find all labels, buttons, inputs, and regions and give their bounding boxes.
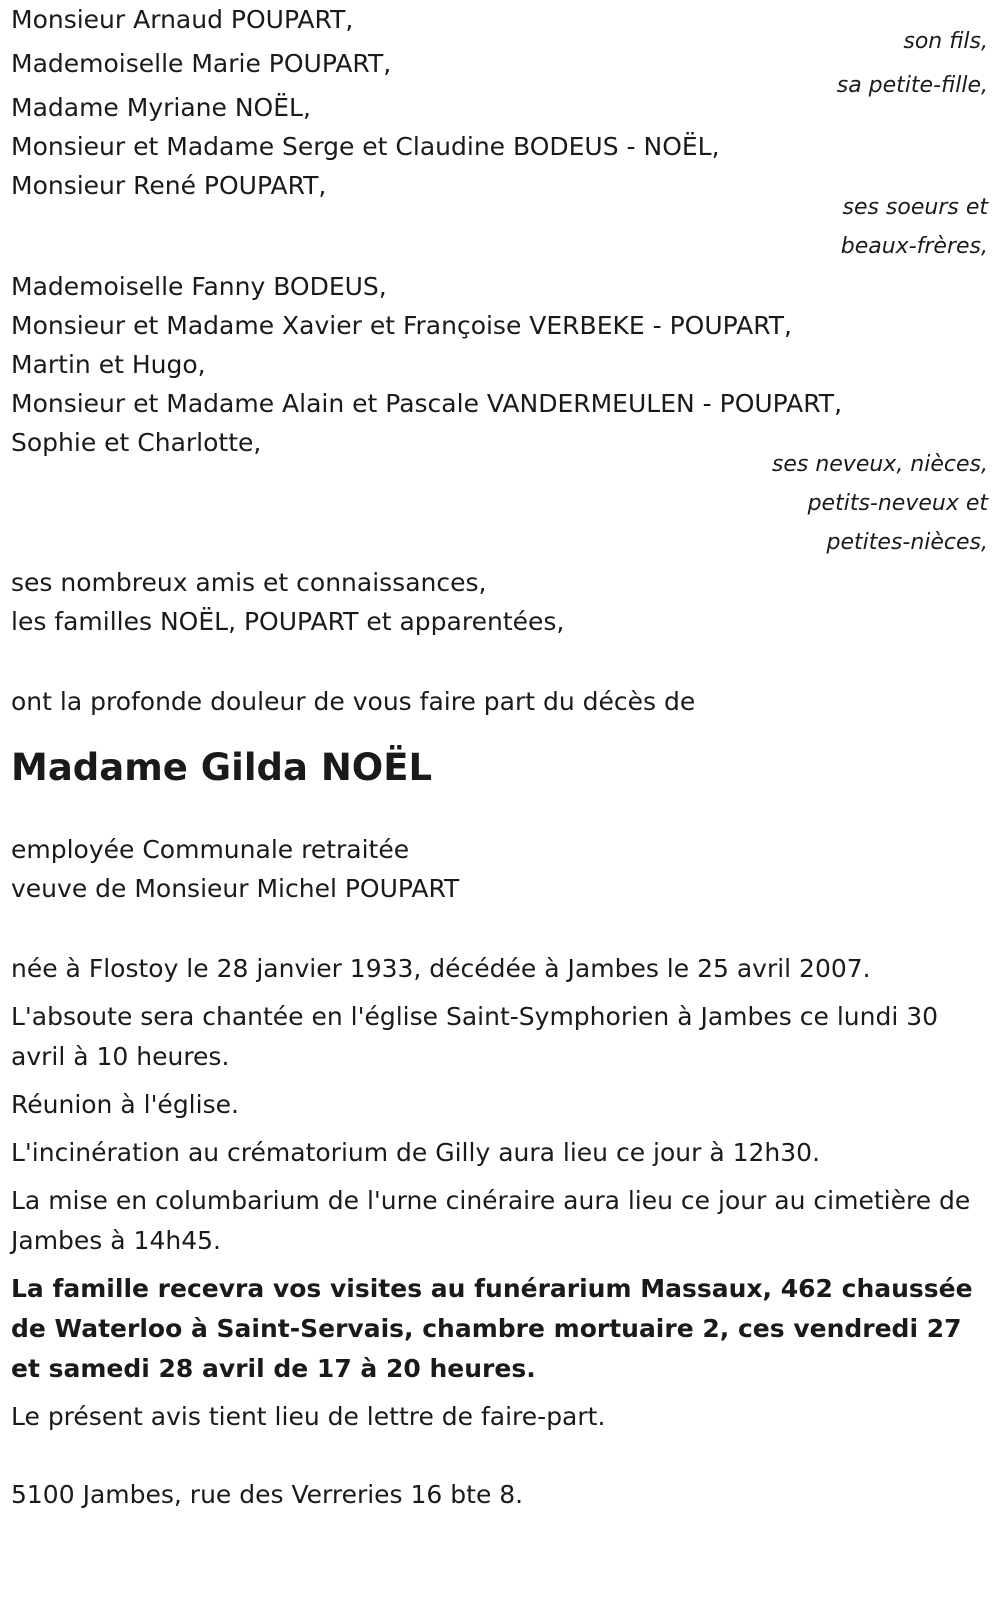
family-member: ses nombreux amis et connaissances, [11,568,487,597]
relation-label: ses neveux, nièces, [771,452,988,477]
family-member: Monsieur et Madame Alain et Pascale VANDERMEULEN - POUPART, [11,389,843,418]
deceased-name: Madame Gilda NOËL [11,746,433,789]
relation-label: son fils, [903,29,988,54]
spacer [11,642,988,682]
relation-label: petits-neveux et [807,491,988,516]
family-member: Mademoiselle Marie POUPART, [11,49,392,78]
notice-info: Le présent avis tient lieu de lettre de faire-part. [11,1402,606,1431]
family-member: Monsieur René POUPART, [11,171,327,200]
absolution-info: L'absoute sera chantée en l'église Saint-Symphorien à Jambes ce lundi 30 avril à 10 heures. [11,1002,939,1071]
family-member: Martin et Hugo, [11,350,206,379]
spacer [11,909,988,949]
meeting-info: Réunion à l'église. [11,1090,239,1119]
family-member: Monsieur Arnaud POUPART, [11,5,354,34]
relation-label: ses soeurs et [842,195,988,220]
family-member: Sophie et Charlotte, [11,428,262,457]
obituary-notice [11,0,988,1515]
columbarium-info: La mise en columbarium de l'urne cinéraire aura lieu ce jour au cimetière de Jambes à 14h45. [11,1186,971,1255]
visits-info: La famille recevra vos visites au funérarium Massaux, 462 chaussée de Waterloo à Saint-Servais, chambre mortuaire 2, ces vendredi 27 et samedi 28 avril de 17 à 20 heures. [11,1274,973,1383]
family-member: Monsieur et Madame Xavier et Françoise VERBEKE - POUPART, [11,311,793,340]
family-member: les familles NOËL, POUPART et apparentées, [11,607,565,636]
relation-label: beaux-frères, [840,234,988,259]
relation-label: petites-nièces, [826,530,988,555]
birth-death-dates: née à Flostoy le 28 janvier 1933, décédée à Jambes le 25 avril 2007. [11,954,871,983]
address: 5100 Jambes, rue des Verreries 16 bte 8. [11,1480,524,1509]
family-member: Mademoiselle Fanny BODEUS, [11,272,387,301]
cremation-info: L'incinération au crématorium de Gilly aura lieu ce jour à 12h30. [11,1138,821,1167]
deceased-occupation: employée Communale retraitée [11,835,410,864]
announcement-text: ont la profonde douleur de vous faire part du décès de [11,687,696,716]
deceased-widow-of: veuve de Monsieur Michel POUPART [11,874,460,903]
family-member: Monsieur et Madame Serge et Claudine BODEUS - NOËL, [11,132,720,161]
family-member: Madame Myriane NOËL, [11,93,311,122]
spacer [11,792,988,830]
relation-label: sa petite-fille, [836,73,988,98]
spacer [11,1437,988,1475]
